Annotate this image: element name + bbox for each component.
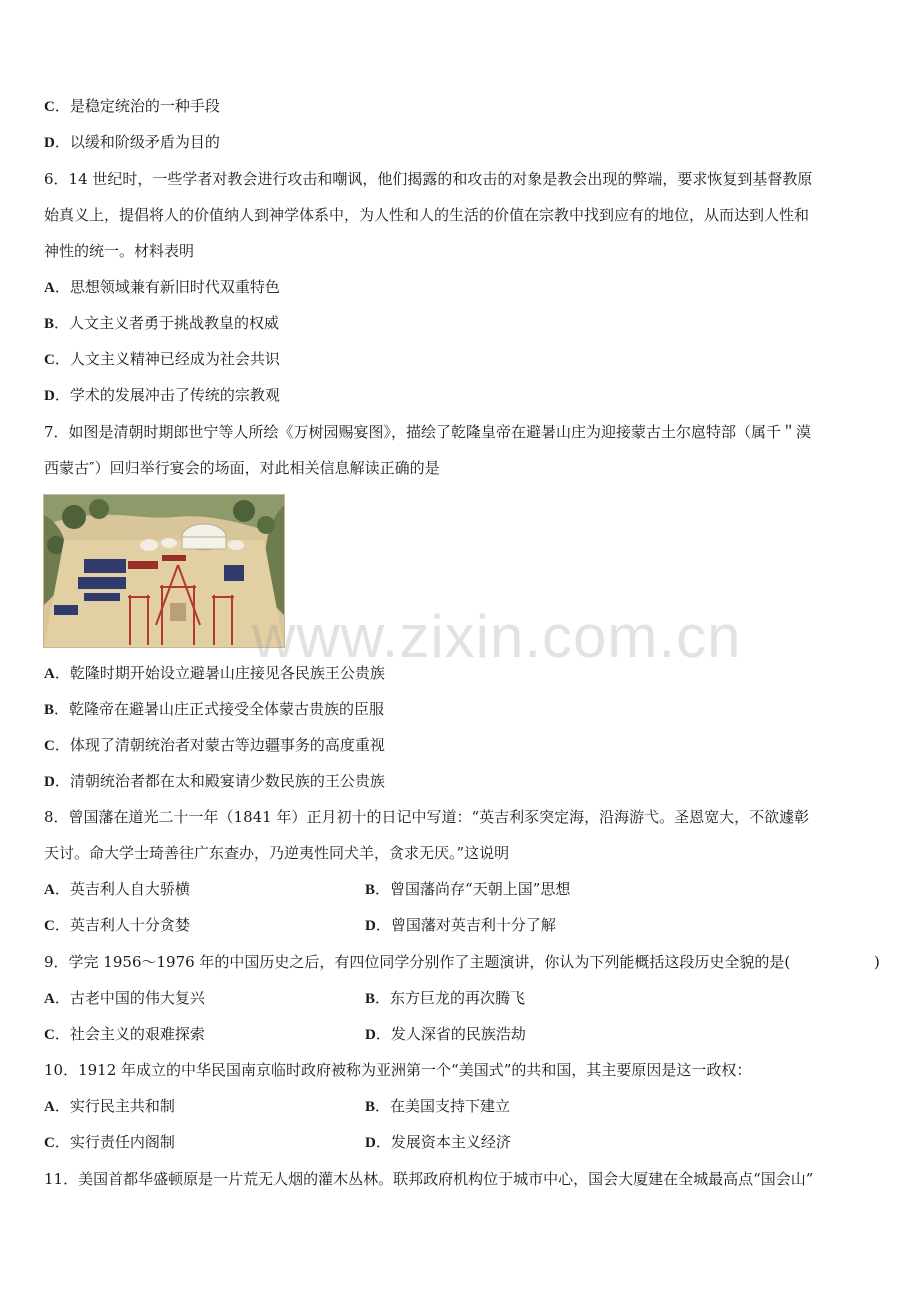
option-text: 曾国藩尚存“天朝上国”思想	[390, 880, 571, 898]
option-text: 清朝统治者都在太和殿宴请少数民族的王公贵族	[69, 772, 385, 790]
option-key: C	[44, 918, 55, 934]
option-key: A	[44, 882, 55, 898]
option-text: 古老中国的伟大复兴	[69, 989, 205, 1007]
option-text: 社会主义的艰难探索	[69, 1025, 205, 1043]
option-d: D．清朝统治者都在太和殿宴请少数民族的王公贵族	[44, 772, 385, 790]
question-stem-line: 9．学完 1956～1976 年的中国历史之后，有四位同学分别作了主题演讲，你认为下列能概括这段历史全貌的是(	[44, 953, 791, 971]
option-key: B	[44, 316, 55, 332]
option-d: D．发人深省的民族浩劫	[365, 1025, 526, 1043]
option-key: C	[44, 1135, 55, 1151]
option-b: B．东方巨龙的再次腾飞	[365, 989, 526, 1007]
question-stem-line: 7．如图是清朝时期郎世宁等人所绘《万树园赐宴图》，描绘了乾隆皇帝在避暑山庄为迎接蒙古土尔扈特部（属千＂漠	[44, 423, 812, 441]
option-c: C．是稳定统治的一种手段	[44, 97, 220, 115]
option-b: B．人文主义者勇于挑战教皇的权威	[44, 314, 280, 332]
option-c: C．体现了清朝统治者对蒙古等边疆事务的高度重视	[44, 736, 385, 754]
question-stem-line: 8．曾国藩在道光二十一年（1841 年）正月初十的日记中写道：“英吉利豕突定海，沿海游弋。圣恩宽大，不欲遽彰	[44, 808, 810, 826]
option-key: D	[365, 1027, 376, 1043]
option-key: D	[365, 918, 376, 934]
option-key: D	[365, 1135, 376, 1151]
question-stem-line: 天讨。命大学士琦善往广东查办，乃逆夷性同犬羊，贪求无厌。”这说明	[44, 844, 510, 862]
watermark-text: www.zixin.com.cn	[252, 603, 742, 670]
option-a: A．乾隆时期开始设立避暑山庄接见各民族王公贵族	[44, 664, 385, 682]
option-d: D．学术的发展冲击了传统的宗教观	[44, 386, 280, 404]
option-text: 实行责任内阁制	[69, 1133, 175, 1151]
option-text: 乾隆时期开始设立避暑山庄接见各民族王公贵族	[69, 664, 385, 682]
option-a: A．英吉利人自大骄横	[44, 880, 190, 898]
question-stem-line: 11．美国首都华盛顿原是一片荒无人烟的灌木丛林。联邦政府机构位于城市中心，国会大厦建在全城最高点“国会山”	[44, 1170, 814, 1188]
option-d: D．以缓和阶级矛盾为目的	[44, 133, 220, 151]
question-stem-line: 10．1912 年成立的中华民国南京临时政府被称为亚洲第一个“美国式”的共和国，其主要原因是这一政权：	[44, 1061, 752, 1079]
option-d: D．曾国藩对英吉利十分了解	[365, 916, 556, 934]
option-key: A	[44, 280, 55, 296]
option-key: C	[44, 99, 55, 115]
question-stem-line: 西蒙古″）回归举行宴会的场面，对此相关信息解读正确的是	[44, 459, 440, 477]
option-key: D	[44, 388, 55, 404]
option-text: 以缓和阶级矛盾为目的	[69, 133, 220, 151]
option-key: B	[365, 991, 376, 1007]
option-key: A	[44, 991, 55, 1007]
option-d: D．发展资本主义经济	[365, 1133, 511, 1151]
option-a: A．古老中国的伟大复兴	[44, 989, 205, 1007]
option-b: B．曾国藩尚存“天朝上国”思想	[365, 880, 571, 898]
option-text: 英吉利人十分贪婪	[69, 916, 190, 934]
option-text: 发人深省的民族浩劫	[390, 1025, 526, 1043]
option-key: D	[44, 135, 55, 151]
option-text: 英吉利人自大骄横	[69, 880, 190, 898]
option-text: 东方巨龙的再次腾飞	[390, 989, 526, 1007]
option-text: 曾国藩对英吉利十分了解	[390, 916, 556, 934]
option-text: 是稳定统治的一种手段	[69, 97, 220, 115]
option-b: B．乾隆帝在避暑山庄正式接受全体蒙古贵族的臣服	[44, 700, 385, 718]
option-key: A	[44, 1099, 55, 1115]
option-text: 人文主义精神已经成为社会共识	[69, 350, 280, 368]
option-c: C．实行责任内阁制	[44, 1133, 175, 1151]
option-text: 实行民主共和制	[69, 1097, 175, 1115]
option-c: C．英吉利人十分贪婪	[44, 916, 190, 934]
option-a: A．实行民主共和制	[44, 1097, 175, 1115]
option-c: C．社会主义的艰难探索	[44, 1025, 205, 1043]
option-text: 学术的发展冲击了传统的宗教观	[69, 386, 280, 404]
option-text: 在美国支持下建立	[390, 1097, 511, 1115]
option-key: A	[44, 666, 55, 682]
option-c: C．人文主义精神已经成为社会共识	[44, 350, 280, 368]
option-text: 体现了清朝统治者对蒙古等边疆事务的高度重视	[69, 736, 385, 754]
option-text: 乾隆帝在避暑山庄正式接受全体蒙古贵族的臣服	[69, 700, 385, 718]
option-key: C	[44, 738, 55, 754]
answer-paren-close: )	[874, 953, 880, 971]
option-key: C	[44, 352, 55, 368]
option-key: D	[44, 774, 55, 790]
banquet-painting-image	[43, 494, 285, 648]
option-key: C	[44, 1027, 55, 1043]
question-stem-line: 始真义上，提倡将人的价值纳人到神学体系中，为人性和人的生活的价值在宗教中找到应有的地位，从而达到人性和	[44, 206, 810, 224]
question-stem-line: 神性的统一。材料表明	[44, 242, 195, 260]
option-text: 发展资本主义经济	[390, 1133, 511, 1151]
option-key: B	[365, 882, 376, 898]
option-text: 人文主义者勇于挑战教皇的权威	[69, 314, 280, 332]
question-stem-line: 6．14 世纪时，一些学者对教会进行攻击和嘲讽，他们揭露的和攻击的对象是教会出现的弊端，要求恢复到基督教原	[44, 170, 813, 188]
option-key: B	[44, 702, 55, 718]
option-a: A．思想领域兼有新旧时代双重特色	[44, 278, 280, 296]
option-key: B	[365, 1099, 376, 1115]
option-text: 思想领域兼有新旧时代双重特色	[69, 278, 280, 296]
option-b: B．在美国支持下建立	[365, 1097, 511, 1115]
